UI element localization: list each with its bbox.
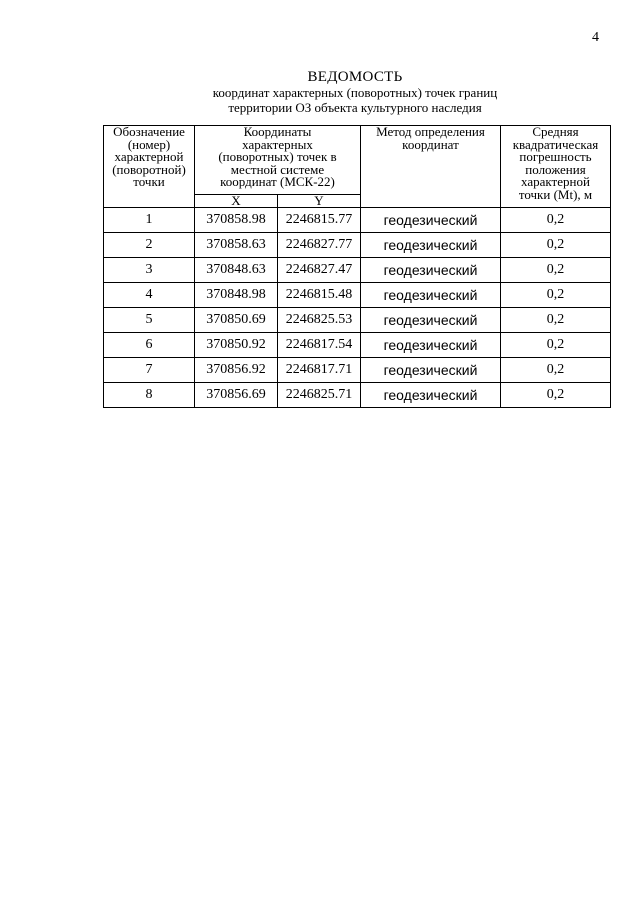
header-y: Y (278, 195, 361, 208)
header-coordinates (195, 126, 361, 195)
cell-point-number: 2 (104, 233, 195, 258)
header-point-line: (номер) (127, 136, 171, 152)
table-row (104, 258, 611, 283)
cell-method: геодезический (361, 258, 501, 283)
cell-mean-error: 0,2 (501, 258, 611, 283)
cell-point-number: 7 (104, 358, 195, 383)
cell-point-number: 1 (104, 208, 195, 233)
cell-method: геодезический (361, 283, 501, 308)
cell-method: геодезический (361, 208, 501, 233)
header-error-line: квадратическая (512, 136, 599, 152)
header-method-line: координат (402, 136, 459, 152)
cell-y: 2246815.48 (278, 283, 361, 308)
cell-point-number: 6 (104, 333, 195, 358)
header-method-line: Метод определения (376, 124, 485, 139)
cell-point-number: 4 (104, 283, 195, 308)
header-error-line: точки (Mt), м (518, 186, 593, 202)
cell-x: 370858.63 (195, 233, 278, 258)
table-row (104, 358, 611, 383)
header-error-line: Средняя (532, 124, 579, 139)
cell-y: 2246825.53 (278, 308, 361, 333)
cell-method: геодезический (361, 333, 501, 358)
cell-method: геодезический (361, 308, 501, 333)
cell-x: 370856.92 (195, 358, 278, 383)
header-coords-line: местной системе (230, 161, 325, 177)
cell-y: 2246827.77 (278, 233, 361, 258)
page-number: 4 (592, 30, 599, 45)
cell-y: 2246815.77 (278, 208, 361, 233)
cell-mean-error: 0,2 (501, 283, 611, 308)
header-error-line: положения (525, 161, 586, 177)
header-error-line: погрешность (519, 149, 592, 164)
title-block (100, 70, 610, 115)
cell-method: геодезический (361, 358, 501, 383)
document-subtitle-line-2: территории ОЗ объекта культурного наследия (228, 100, 482, 115)
cell-x: 370856.69 (195, 383, 278, 408)
cell-mean-error: 0,2 (501, 233, 611, 258)
table-row (104, 233, 611, 258)
table-row (104, 283, 611, 308)
header-coords-line: (поворотных) точек в (218, 149, 337, 164)
cell-mean-error: 0,2 (501, 308, 611, 333)
document-title: ВЕДОМОСТЬ (307, 69, 403, 85)
cell-y: 2246817.71 (278, 358, 361, 383)
table-row (104, 333, 611, 358)
cell-mean-error: 0,2 (501, 383, 611, 408)
document-subtitle-line-1: координат характерных (поворотных) точек границ (212, 85, 498, 100)
header-x: X (195, 195, 278, 208)
cell-mean-error: 0,2 (501, 333, 611, 358)
cell-mean-error: 0,2 (501, 358, 611, 383)
header-point-line: характерной (114, 149, 184, 164)
header-coords-line: характерных (242, 136, 313, 152)
cell-y: 2246827.47 (278, 258, 361, 283)
header-mean-error (501, 126, 611, 208)
header-point-line: точки (133, 174, 165, 189)
table-row (104, 308, 611, 333)
cell-x: 370848.98 (195, 283, 278, 308)
cell-method: геодезический (361, 233, 501, 258)
table-header (104, 126, 611, 208)
header-method (361, 126, 501, 208)
cell-x: 370850.92 (195, 333, 278, 358)
cell-x: 370848.63 (195, 258, 278, 283)
cell-y: 2246817.54 (278, 333, 361, 358)
cell-mean-error: 0,2 (501, 208, 611, 233)
table-row (104, 208, 611, 233)
header-error-line: характерной (521, 174, 590, 189)
header-point-designation (104, 126, 195, 208)
header-point-line: (поворотной) (112, 161, 186, 177)
header-coords-line: Координаты (243, 124, 312, 139)
cell-point-number: 8 (104, 383, 195, 408)
cell-x: 370858.98 (195, 208, 278, 233)
cell-method: геодезический (361, 383, 501, 408)
coordinates-table (103, 125, 611, 408)
cell-x: 370850.69 (195, 308, 278, 333)
cell-point-number: 5 (104, 308, 195, 333)
cell-y: 2246825.71 (278, 383, 361, 408)
table-row (104, 383, 611, 408)
cell-point-number: 3 (104, 258, 195, 283)
header-point-line: Обозначение (113, 124, 185, 139)
table-body (104, 208, 611, 408)
header-coords-line: координат (МСК-22) (220, 174, 335, 189)
